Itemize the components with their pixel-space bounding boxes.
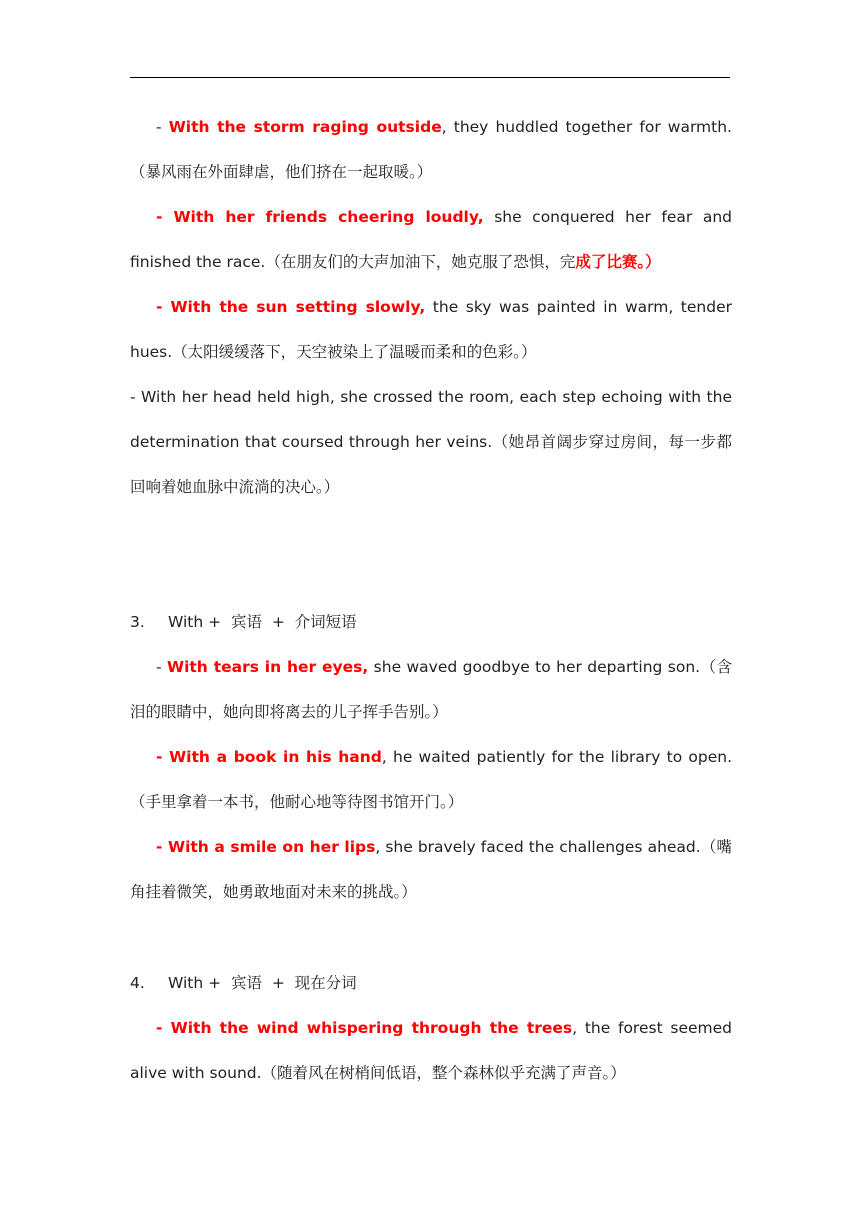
section-heading [130,600,357,645]
example-paragraph: - With her head held high, she crossed the room, each step echoing with the determination that coursed through her veins.（她昂首阔步穿过房间，每一步都回响着她血脉中流淌的决心。） [130,388,732,496]
header-rule [130,77,730,78]
section-number: 4. [130,974,145,992]
example-paragraph: - With her friends cheering loudly, she conquered her fear and finished the race.（在朋友们的大声加油下，她克服了恐惧，完成了比赛。） [130,208,733,271]
section-heading [130,961,357,1006]
section-title: With + 宾语 + 现在分词 [168,974,357,992]
section-number: 3. [130,613,145,631]
example-paragraph: - With the wind whispering through the trees, the forest seemed alive with sound.（随着风在树梢间低语，整个森林似乎充满了声音。） [130,1019,732,1082]
example-paragraph: - With a book in his hand, he waited patiently for the library to open.（手里拿着一本书，他耐心地等待图书馆开门。） [130,748,733,811]
example-paragraph: - With tears in her eyes, she waved goodbye to her departing son.（含泪的眼睛中，她向即将离去的儿子挥手告别。） [130,658,732,721]
section-title: With + 宾语 + 介词短语 [168,613,357,631]
example-paragraph: - With the storm raging outside, they huddled together for warmth.（暴风雨在外面肆虐，他们挤在一起取暖。） [130,118,732,181]
example-paragraph: - With a smile on her lips, she bravely faced the challenges ahead.（嘴角挂着微笑，她勇敢地面对未来的挑战。） [130,838,732,901]
example-paragraph: - With the sun setting slowly, the sky was painted in warm, tender hues.（太阳缓缓落下，天空被染上了温暖而柔和的色彩。） [130,298,732,361]
